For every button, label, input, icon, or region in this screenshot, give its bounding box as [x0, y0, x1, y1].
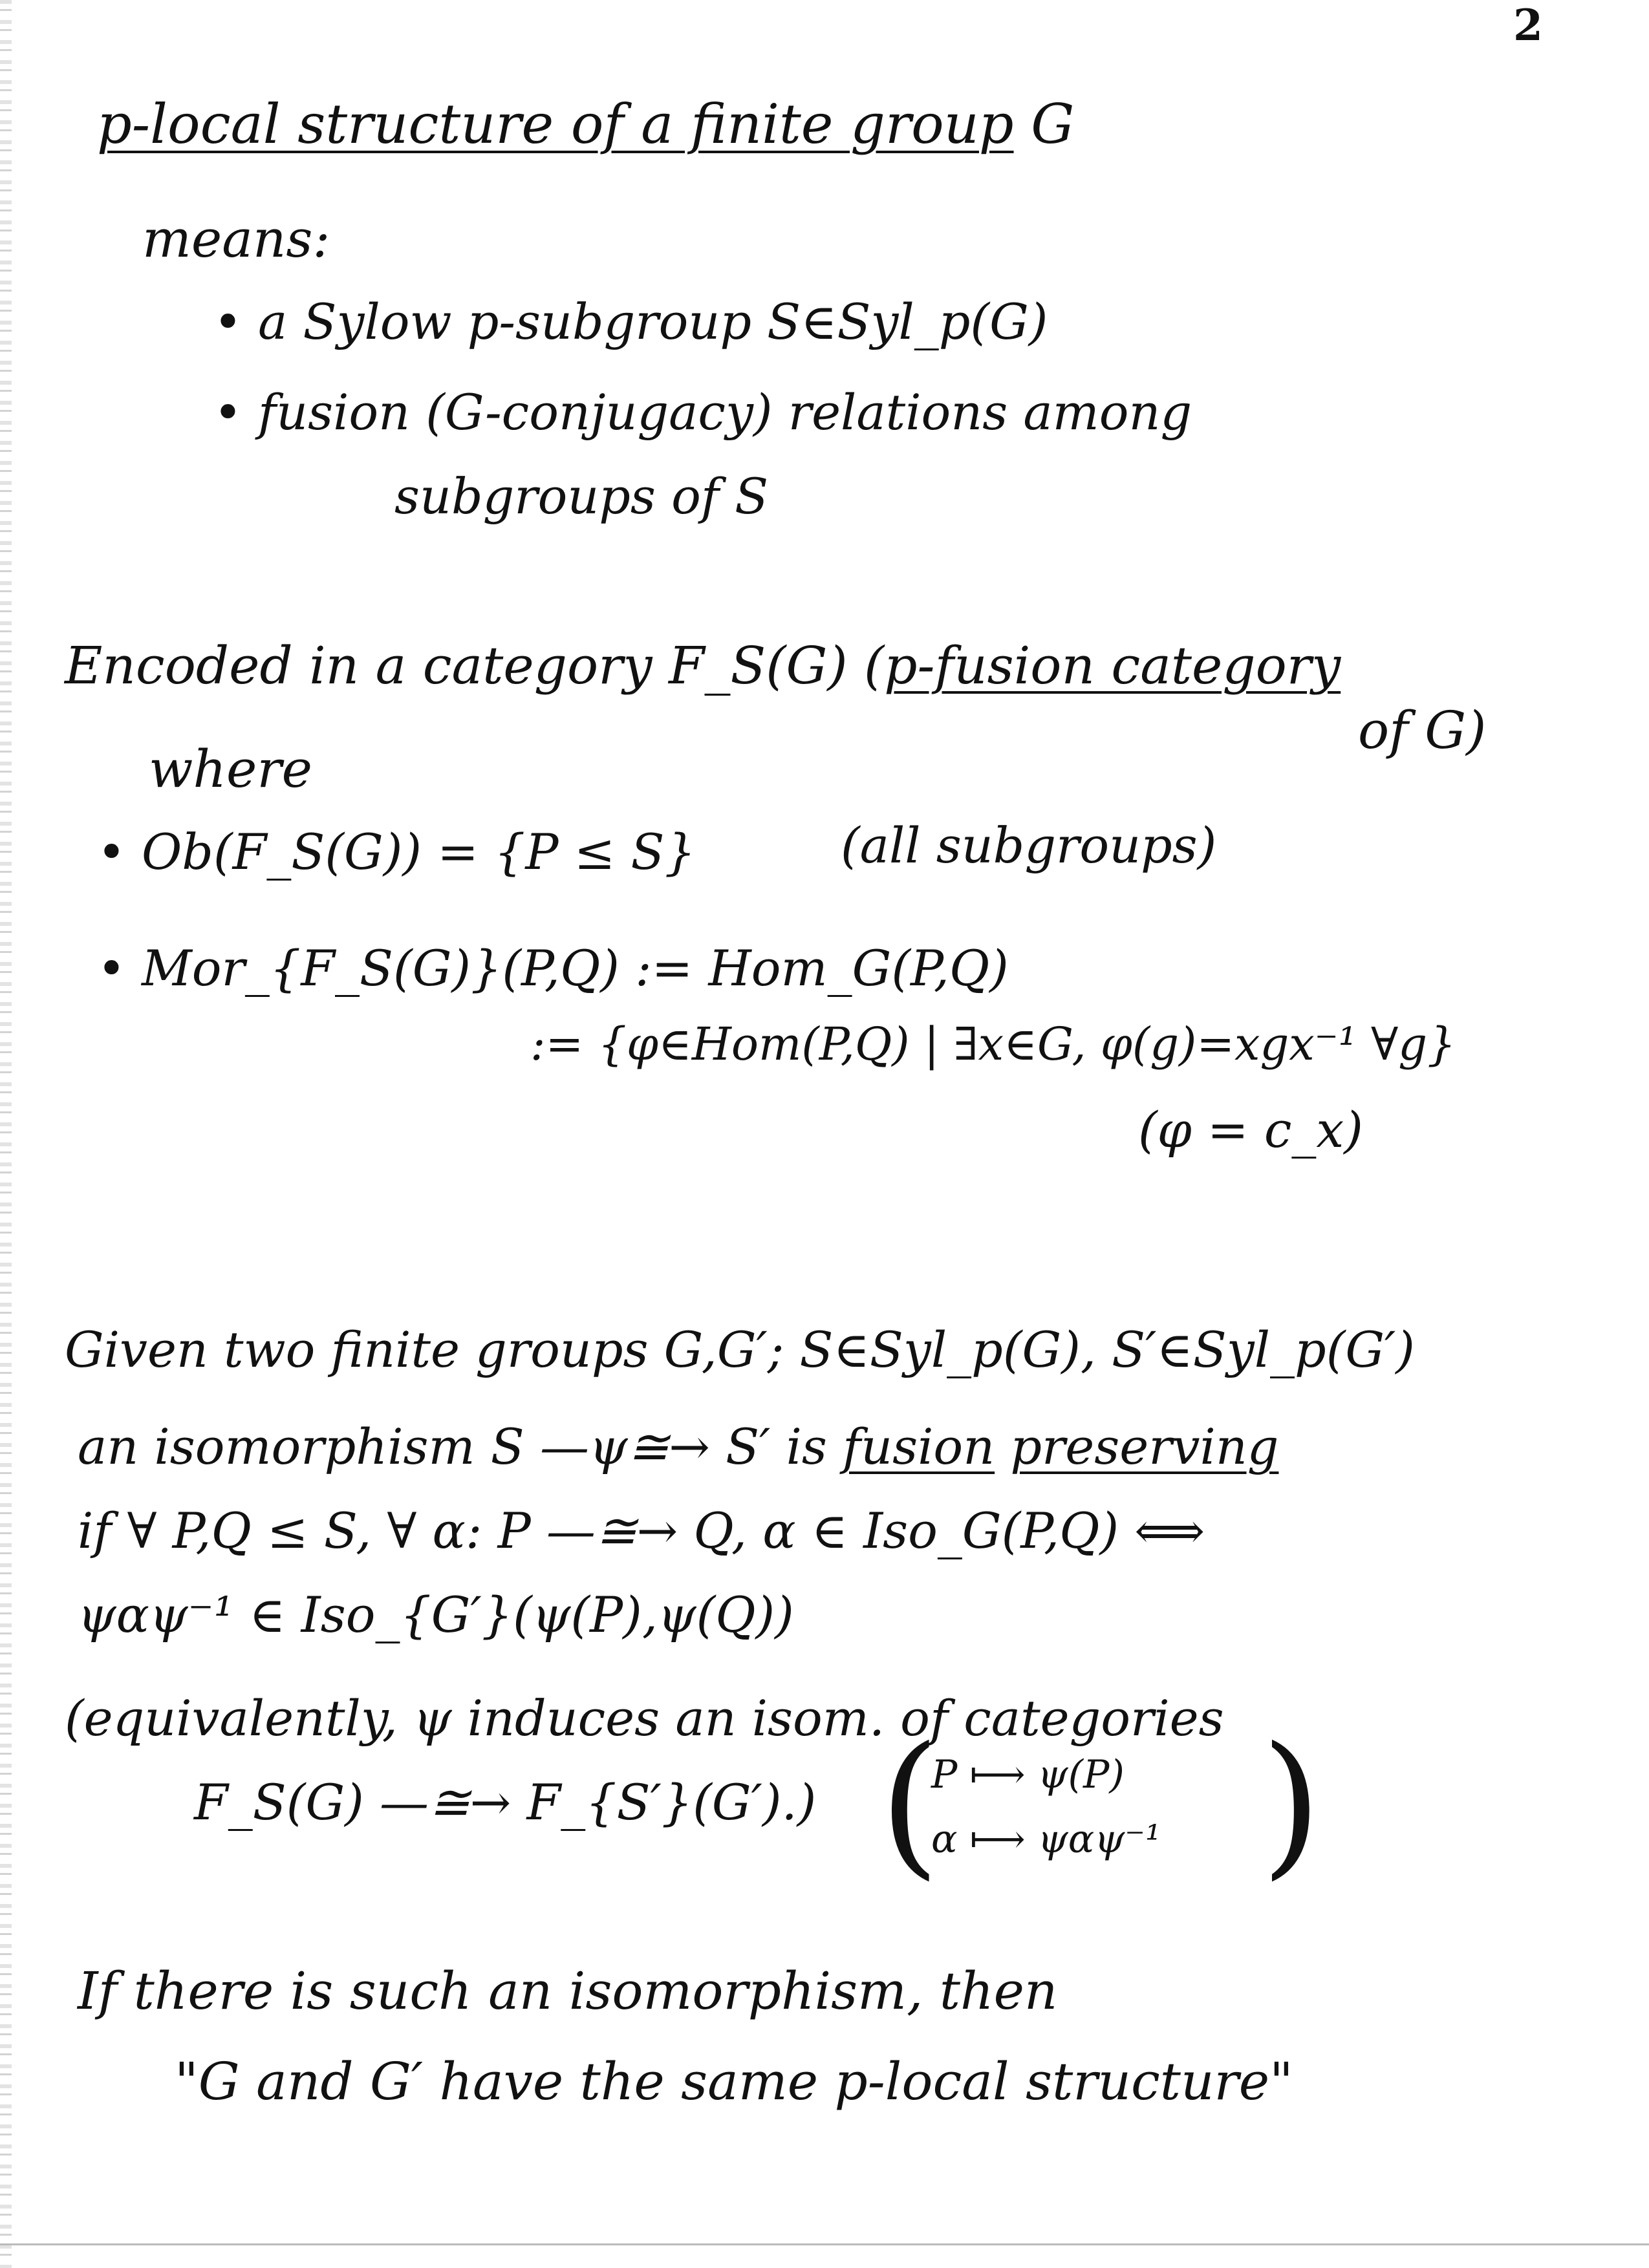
- page-title: [97, 92, 1075, 156]
- given-line-2: [78, 1418, 1279, 1475]
- encoded-second-line: of G): [1358, 700, 1487, 760]
- given-line-1: Given two finite groups G,G′; S∈Syl_p(G), S′∈Syl_p(G′): [65, 1321, 1415, 1378]
- means-label: means:: [142, 209, 330, 269]
- given-line-5: (equivalently, ψ induces an isom. of categories: [65, 1689, 1224, 1747]
- page-title-rest: G: [1013, 92, 1075, 156]
- definition-objects: • Ob(F_S(G)) = {P ≤ S}: [97, 823, 696, 881]
- right-paren: ): [1261, 1713, 1322, 1894]
- preserving-underlined: preserving: [1010, 1418, 1279, 1475]
- fusion-underlined: fusion: [843, 1418, 995, 1475]
- definition-objects-note: (all subgroups): [841, 817, 1217, 874]
- page-title-underlined: p-local structure of a finite group: [97, 92, 1014, 156]
- mapping-morphisms: α ⟼ ψαψ⁻¹: [931, 1817, 1161, 1862]
- encoded-text: Encoded in a category F_S(G) (: [65, 636, 885, 696]
- conclusion-line-2: "G and G′ have the same p-local structure": [175, 2051, 1293, 2112]
- given-line-4: ψαψ⁻¹ ∈ Iso_{G′}(ψ(P),ψ(Q)): [78, 1586, 794, 1643]
- scan-edge-artifact: [0, 0, 12, 2268]
- definition-morphisms-note: (φ = c_x): [1138, 1101, 1363, 1159]
- functor-mapping: [879, 1713, 1322, 1894]
- left-paren: (: [879, 1713, 940, 1894]
- encoded-line: [65, 636, 1341, 696]
- definition-morphisms-set: := {φ∈Hom(P,Q) | ∃x∈G, φ(g)=xgx⁻¹ ∀g}: [530, 1018, 1456, 1071]
- given-line-2-text: an isomorphism S —ψ≅→ S′ is: [78, 1418, 843, 1475]
- bullet-sylow: • a Sylow p-subgroup S∈Syl_p(G): [213, 293, 1048, 350]
- scan-bottom-line: [0, 2243, 1649, 2245]
- page-number: 2: [1513, 0, 1543, 50]
- definition-morphisms: • Mor_{F_S(G)}(P,Q) := Hom_G(P,Q): [97, 939, 1009, 997]
- mapping-objects: P ⟼ ψ(P): [931, 1752, 1125, 1797]
- where-label: where: [149, 739, 312, 799]
- given-line-3: if ∀ P,Q ≤ S, ∀ α: P —≅→ Q, α ∈ Iso_G(P,Q) ⟺: [78, 1502, 1205, 1559]
- bullet-fusion: • fusion (G-conjugacy) relations among: [213, 383, 1192, 441]
- given-line-6: F_S(G) —≅→ F_{S′}(G′).): [194, 1773, 817, 1831]
- conclusion-line-1: If there is such an isomorphism, then: [78, 1961, 1058, 2021]
- bullet-fusion-continuation: subgroups of S: [394, 467, 769, 525]
- encoded-underlined: p-fusion category: [884, 636, 1341, 696]
